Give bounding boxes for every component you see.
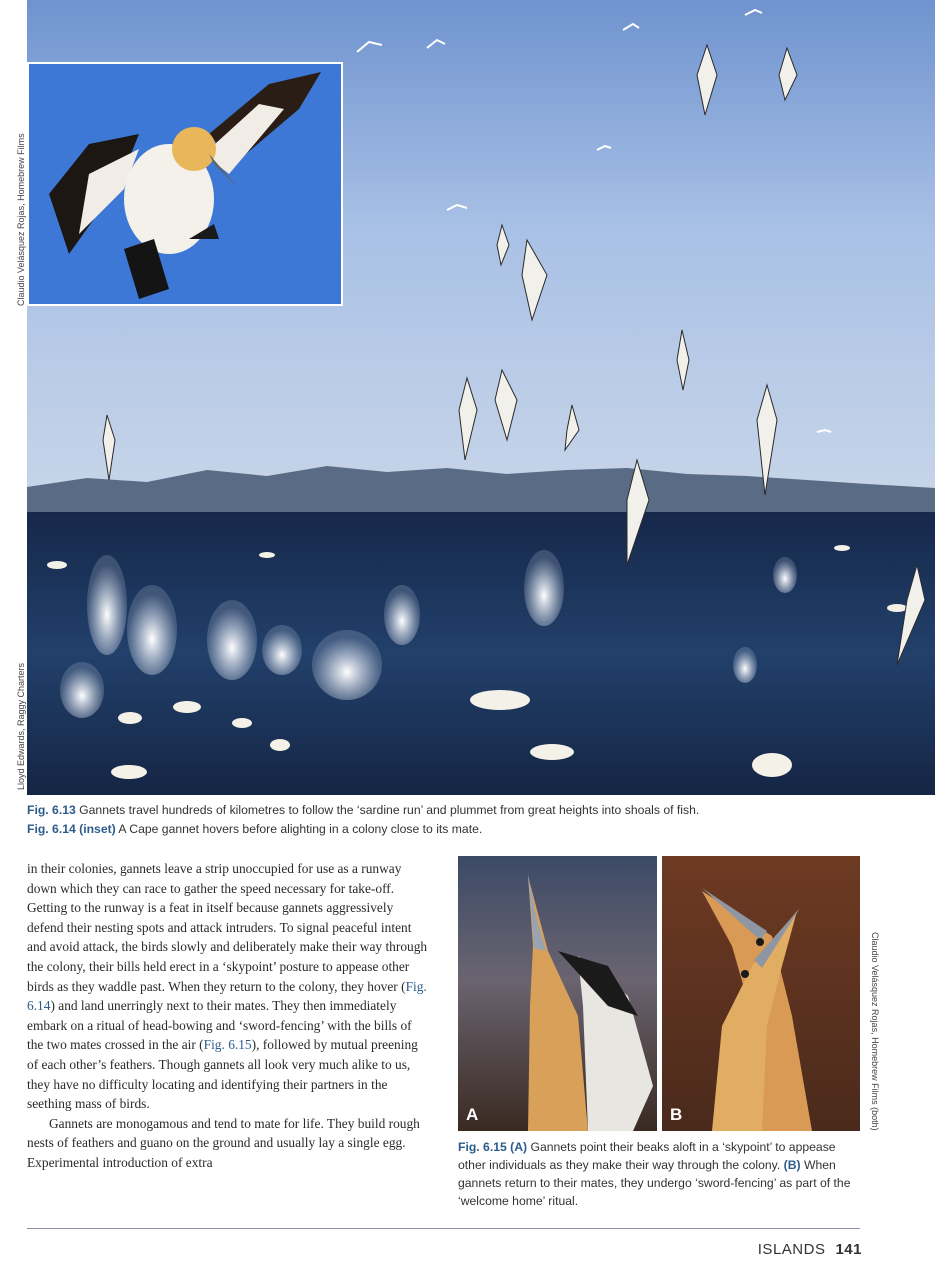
- body-p1-part1: in their colonies, gannets leave a strip unoccupied for use as a runway down which they can race to gather the speed necessary for take-off. Getting to the runway is a feat in itself because gannets aggressively defend their nesting spots and attack intruders. To signal peaceful intent and avoid attack, the birds slowly and deliberately make their way through the colony, their bills held erect in a ‘skypoint’ posture to appease other birds as they waddle past. When they return to the colony, they hover (: [27, 861, 428, 994]
- photo-b-sword-fencing: [662, 856, 860, 1131]
- footer-rule: [27, 1228, 860, 1229]
- body-paragraph-1: [27, 859, 429, 1114]
- body-ref-fig-6-15: Fig. 6.15: [203, 1037, 252, 1053]
- fig-6-13-label: Fig. 6.13: [27, 803, 76, 817]
- body-p1-part3: ), followed by mutual preening of each other’s feathers. Though gannets all look very much alike to us, they have no difficulty locating and identifying their partners in the seething mass of birds.: [27, 1037, 418, 1112]
- fig-6-15-text-a: Gannets point their beaks aloft in a ‘skypoint’ to appease other individuals as they make their way through the colony.: [458, 1140, 836, 1172]
- caption-fig-6-14: [27, 820, 907, 839]
- fig-6-15-label-b: (B): [783, 1158, 801, 1172]
- page-number: 141: [835, 1241, 862, 1258]
- caption-fig-6-15: [458, 1138, 860, 1210]
- body-text-column: [27, 859, 429, 1173]
- body-paragraph-2: Gannets are monogamous and tend to mate for life. They build rough nests of feathers and guano on the ground and usually lay a single egg. Experimental introduction of extra: [27, 1115, 420, 1170]
- fig-6-14-label: Fig. 6.14 (inset): [27, 822, 116, 836]
- panel-letter-b: B: [670, 1105, 683, 1124]
- page-footer: [758, 1241, 862, 1258]
- fig615-photo-credit: Claudio Velásquez Rojas, Homebrew Films (both): [870, 932, 880, 1131]
- panel-letter-a: A: [466, 1105, 479, 1124]
- fig-6-15-label: Fig. 6.15 (A): [458, 1140, 528, 1154]
- fig-6-14-text: A Cape gannet hovers before alighting in a colony close to its mate.: [115, 822, 483, 836]
- body-p1-part2: ) and land unerringly next to their mates. They then immediately embark on a ritual of head-bowing and ‘sword-fencing’ with the bills of the two mates crossed in the air (: [27, 998, 412, 1053]
- main-photo-credit: Lloyd Edwards, Raggy Charters: [16, 662, 26, 790]
- inset-photo-credit: Claudio Velásquez Rojas, Homebrew Films: [16, 133, 26, 306]
- photo-a-skypoint: [458, 856, 657, 1131]
- footer-section-title: ISLANDS: [757, 1241, 826, 1258]
- caption-fig-6-13: [27, 801, 907, 820]
- body-ref-fig-6-14: Fig. 6.14: [27, 978, 427, 1014]
- fig-6-13-text: Gannets travel hundreds of kilometres to follow the ‘sardine run’ and plummet from great heights into shoals of fish.: [75, 803, 700, 817]
- inset-photo-hovering-gannet: [27, 62, 343, 306]
- fig-6-15-text-b: When gannets return to their mates, they undergo ‘sword-fencing’ as part of the ‘welcome home’ ritual.: [458, 1158, 851, 1208]
